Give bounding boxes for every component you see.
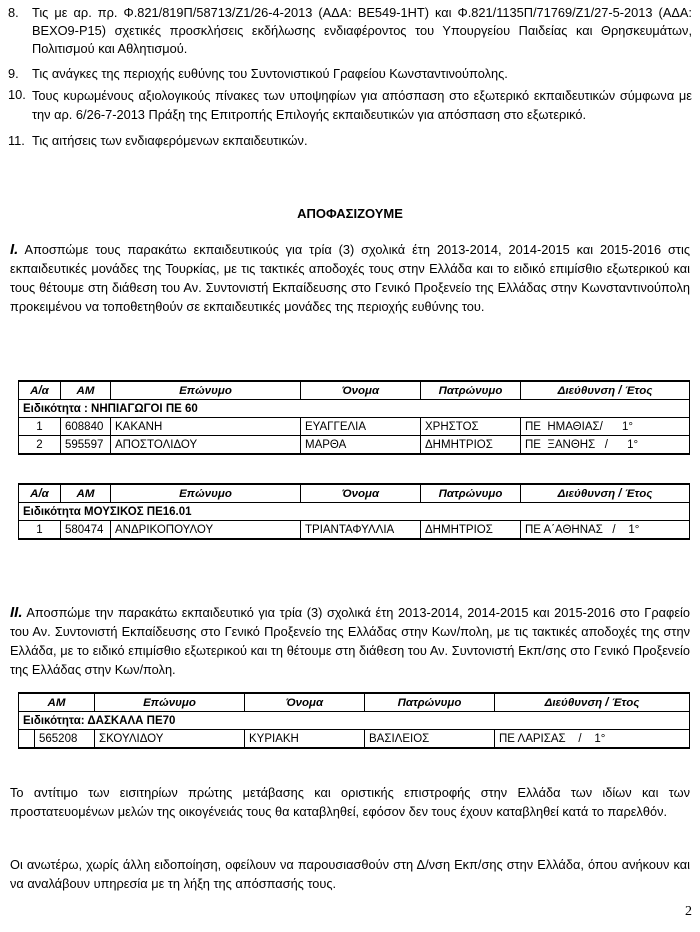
- item-text: Τους κυρωμένους αξιολογικούς πίνακες των υποψηφίων για απόσπαση στο εξωτερικό εκπαιδευτικών σύμφωνα με την αρ. 6/26-7-2013 Πράξη της Επιτροπής Επιλογής εκπαιδευτικών για απόσπαση στο εξωτερικό.: [32, 88, 692, 122]
- section-2-numeral: ΙΙ.: [10, 604, 23, 621]
- table-row: [19, 436, 690, 455]
- cell-surname: ΣΚΟΥΛΙΔΟΥ: [95, 730, 245, 749]
- col-aa-header: Α/α: [19, 381, 61, 400]
- specialty-row: [19, 712, 690, 730]
- section-2-paragraph: [10, 603, 690, 679]
- page-number: 2: [685, 904, 692, 919]
- cell-father: ΔΗΜΗΤΡΙΟΣ: [421, 436, 521, 455]
- cell-father: ΧΡΗΣΤΟΣ: [421, 418, 521, 436]
- table-header-row: [19, 693, 690, 712]
- cell-father: ΒΑΣΙΛΕΙΟΣ: [365, 730, 495, 749]
- col-dir-header: Διεύθυνση / Έτος: [495, 693, 690, 712]
- table-row: [19, 418, 690, 436]
- table-row: [19, 521, 690, 540]
- cell-am: 565208: [35, 730, 95, 749]
- section-1-numeral: Ι.: [10, 241, 19, 258]
- section-2-text: Αποσπώμε την παρακάτω εκπαιδευτικό για τρία (3) σχολικά έτη 2013-2014, 2014-2015 και 2015-2016 στο Γραφείο του Αν. Συντονιστή Εκπαίδευσης στο Γενικό Προξενείο της Ελλάδας στην Κων/πολη, με τις τακτικές αποδοχές της στην Ελλάδα, με το ειδικό επιμίσθιο εξωτερικού και τη θέτουμε στη διάθεση του Αν. Συντονιστή Εκπ/σης στο Γενικό Προξενείο της Ελλάδας στην Κων/πολη.: [10, 605, 690, 677]
- col-surname-header: Επώνυμο: [111, 484, 301, 503]
- item-number: 8.: [8, 5, 19, 20]
- col-surname-header: Επώνυμο: [111, 381, 301, 400]
- cell-dir: ΠΕ ΛΑΡΙΣΑΣ / 1°: [495, 730, 690, 749]
- cell-name: ΚΥΡΙΑΚΗ: [245, 730, 365, 749]
- table-header-row: [19, 484, 690, 503]
- cell-name: ΕΥΑΓΓΕΛΙΑ: [301, 418, 421, 436]
- col-aa-header: Α/α: [19, 484, 61, 503]
- col-am-header: ΑΜ: [19, 693, 95, 712]
- specialty-label: Ειδικότητα: ΔΑΣΚΑΛΑ ΠΕ70: [19, 712, 690, 730]
- cell-father: ΔΗΜΗΤΡΙΟΣ: [421, 521, 521, 540]
- col-am-header: ΑΜ: [61, 484, 111, 503]
- report-paragraph: Οι ανωτέρω, χωρίς άλλη ειδοποίηση, οφείλουν να παρουσιασθούν στη Δ/νση Εκπ/σης στην Ελλάδα, όπου ανήκουν και να αναλάβουν υπηρεσία με τη λήξη της απόσπασής τους.: [10, 857, 690, 891]
- cell-am: 595597: [61, 436, 111, 455]
- decision-heading: ΑΠΟΦΑΣΙΖΟΥΜΕ: [297, 206, 403, 221]
- item-number: 11.: [8, 133, 25, 148]
- cell-aa: 1: [19, 521, 61, 540]
- specialty-row: [19, 400, 690, 418]
- cell-surname: ΑΝΔΡΙΚΟΠΟΥΛΟΥ: [111, 521, 301, 540]
- col-father-header: Πατρώνυμο: [365, 693, 495, 712]
- teachers-table-music: [18, 483, 690, 540]
- specialty-label: Ειδικότητα : ΝΗΠΙΑΓΩΓΟΙ ΠΕ 60: [19, 400, 690, 418]
- cell-dir: ΠΕ ΞΑΝΘΗΣ / 1°: [521, 436, 690, 455]
- col-dir-header: Διεύθυνση / Έτος: [521, 484, 690, 503]
- cell-dir: ΠΕ ΗΜΑΘΙΑΣ/ 1°: [521, 418, 690, 436]
- tickets-paragraph: Το αντίτιμο των εισιτηρίων πρώτης μετάβασης και οριστικής επιστροφής στην Ελλάδα των ιδίων και των προστατευομένων μελών της οικογένειάς τους θα καταβληθεί, εφόσον δεν τους έχουν καταβληθεί κατά το παρελθόν.: [10, 785, 690, 819]
- cell-surname: ΚΑΚΑΝΗ: [111, 418, 301, 436]
- table-header-row: [19, 381, 690, 400]
- cell-surname: ΑΠΟΣΤΟΛΙΔΟΥ: [111, 436, 301, 455]
- cell-blank: [19, 730, 35, 749]
- table-row: [19, 730, 690, 749]
- col-father-header: Πατρώνυμο: [421, 381, 521, 400]
- specialty-label: Ειδικότητα ΜΟΥΣΙΚΟΣ ΠΕ16.01: [19, 503, 690, 521]
- section-1-paragraph: [10, 240, 690, 316]
- col-name-header: Όνομα: [301, 484, 421, 503]
- considerations-list: [8, 4, 692, 150]
- col-name-header: Όνομα: [301, 381, 421, 400]
- teachers-table-kindergarten: [18, 380, 690, 455]
- col-surname-header: Επώνυμο: [95, 693, 245, 712]
- teachers-table-primary: [18, 692, 690, 749]
- list-item: [8, 65, 692, 83]
- specialty-row: [19, 503, 690, 521]
- col-father-header: Πατρώνυμο: [421, 484, 521, 503]
- cell-am: 608840: [61, 418, 111, 436]
- item-text: Τις με αρ. πρ. Φ.821/819Π/58713/Ζ1/26-4-2013 (ΑΔΑ: ΒΕ549-1ΗΤ) και Φ.821/1135Π/71769/Ζ1/27-5-2013 (ΑΔΑ: ΒΕΧΟ9-Ρ15) σχετικές προσκλήσεις εκδήλωσης ενδιαφέροντος του Υπουργείου Παιδείας και Θρησκευμάτων, Πολιτισμού και Αθλητισμού.: [32, 5, 692, 56]
- list-item: [8, 132, 692, 150]
- cell-am: 580474: [61, 521, 111, 540]
- item-text: Τις ανάγκες της περιοχής ευθύνης του Συντονιστικού Γραφείου Κωνσταντινούπολης.: [32, 66, 508, 81]
- item-number: 9.: [8, 66, 19, 81]
- list-item: [8, 86, 692, 124]
- item-text: Τις αιτήσεις των ενδιαφερόμενων εκπαιδευτικών.: [32, 133, 308, 148]
- section-1-text: Αποσπώμε τους παρακάτω εκπαιδευτικούς για τρία (3) σχολικά έτη 2013-2014, 2014-2015 και 2015-2016 στις εκπαιδευτικές μονάδες της Τουρκίας, με τις τακτικές αποδοχές τους στην Ελλάδα και το ειδικό επιμίσθιο εξωτερικού και τους θέτουμε στη διάθεση του Αν. Συντονιστή Εκπαίδευσης στο Γενικό Προξενείο της Ελλάδας στην Κωνσταντινούπολη προκειμένου να τοποθετηθούν σε εκπαιδευτικές μονάδες της περιοχής ευθύνης του.: [10, 242, 690, 314]
- list-item: [8, 4, 692, 58]
- cell-dir: ΠΕ Α΄ΑΘΗΝΑΣ / 1°: [521, 521, 690, 540]
- cell-name: ΤΡΙΑΝΤΑΦΥΛΛΙΑ: [301, 521, 421, 540]
- cell-name: ΜΑΡΘΑ: [301, 436, 421, 455]
- col-name-header: Όνομα: [245, 693, 365, 712]
- cell-aa: 2: [19, 436, 61, 455]
- item-number: 10.: [8, 87, 26, 102]
- cell-aa: 1: [19, 418, 61, 436]
- col-dir-header: Διεύθυνση / Έτος: [521, 381, 690, 400]
- col-am-header: ΑΜ: [61, 381, 111, 400]
